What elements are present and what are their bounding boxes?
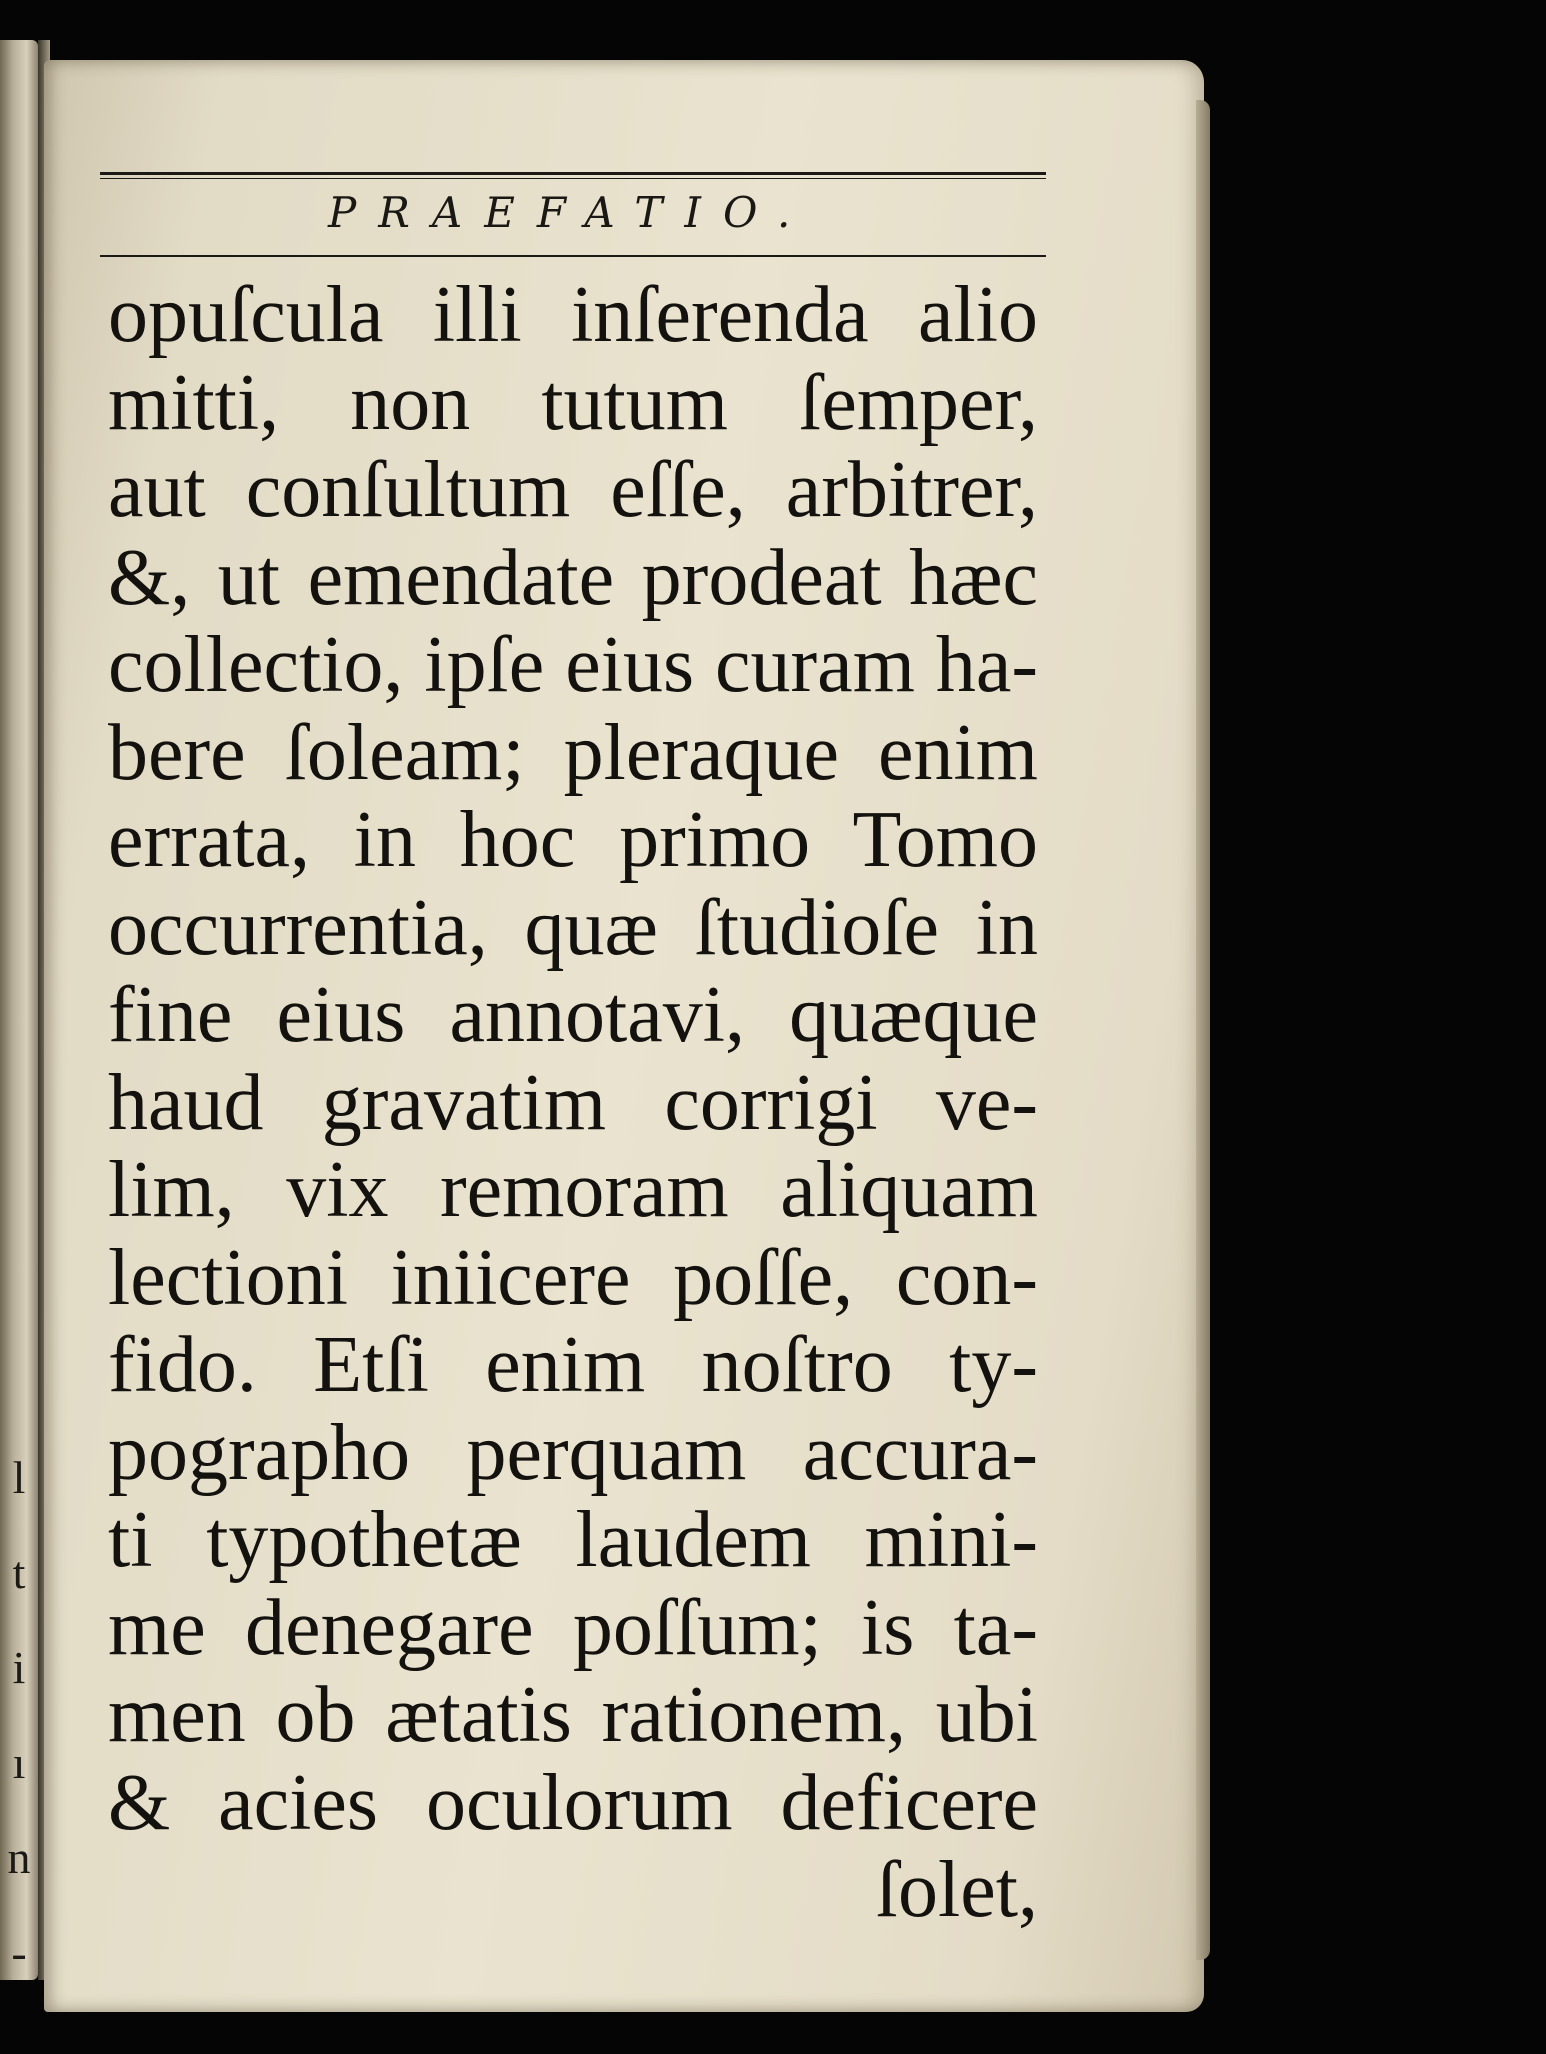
header-rule-bottom <box>100 255 1046 257</box>
text-line: me denegare poſſum; is ta- <box>108 1583 1038 1672</box>
text-line: aut conſultum eſſe, arbitrer, <box>108 446 1038 534</box>
text-line: &, ut emendate prodeat hæc <box>108 533 1038 622</box>
facing-page-mark: - <box>11 1927 27 1978</box>
text-line: lim, vix remoram aliquam <box>108 1146 1038 1234</box>
text-line: bere ſoleam; pleraque enim <box>108 708 1038 797</box>
facing-page-mark: i <box>12 1642 26 1693</box>
facing-page-mark: n <box>7 1832 31 1883</box>
text-line: haud gravatim corrigi ve- <box>108 1058 1038 1147</box>
text-line: errata, in hoc primo Tomo <box>108 796 1038 884</box>
header-rule-top <box>100 172 1046 179</box>
facing-page-marks <box>4 1430 34 2000</box>
text-line: pographo perquam accura- <box>108 1408 1038 1497</box>
text-line: mitti, non tutum ſemper, <box>108 358 1038 447</box>
text-line: opuſcula illi inſerenda alio <box>108 271 1038 359</box>
text-line: fido. Etſi enim noſtro ty- <box>108 1321 1038 1409</box>
catchword: ſolet, <box>875 1846 1038 1934</box>
text-line: lectioni iniicere poſſe, con- <box>108 1233 1038 1322</box>
text-line: collectio, ipſe eius curam ha- <box>108 621 1038 709</box>
text-line: fine eius annotavi, quæque <box>108 971 1038 1059</box>
facing-page-mark: l <box>12 1452 26 1503</box>
facing-page-edge <box>0 40 38 1980</box>
text-line: ti typothetæ laudem mini- <box>108 1496 1038 1584</box>
facing-page-mark: ı <box>12 1737 26 1788</box>
page-edge <box>1196 100 1210 1960</box>
body-text <box>108 272 1038 1935</box>
text-line: men ob ætatis rationem, ubi <box>108 1671 1038 1759</box>
running-head: PRAEFATIO. <box>328 188 813 237</box>
facing-page-mark: t <box>12 1547 26 1598</box>
text-line: & acies oculorum deficere <box>108 1758 1038 1847</box>
text-line: occurrentia, quæ ſtudioſe in <box>108 883 1038 972</box>
